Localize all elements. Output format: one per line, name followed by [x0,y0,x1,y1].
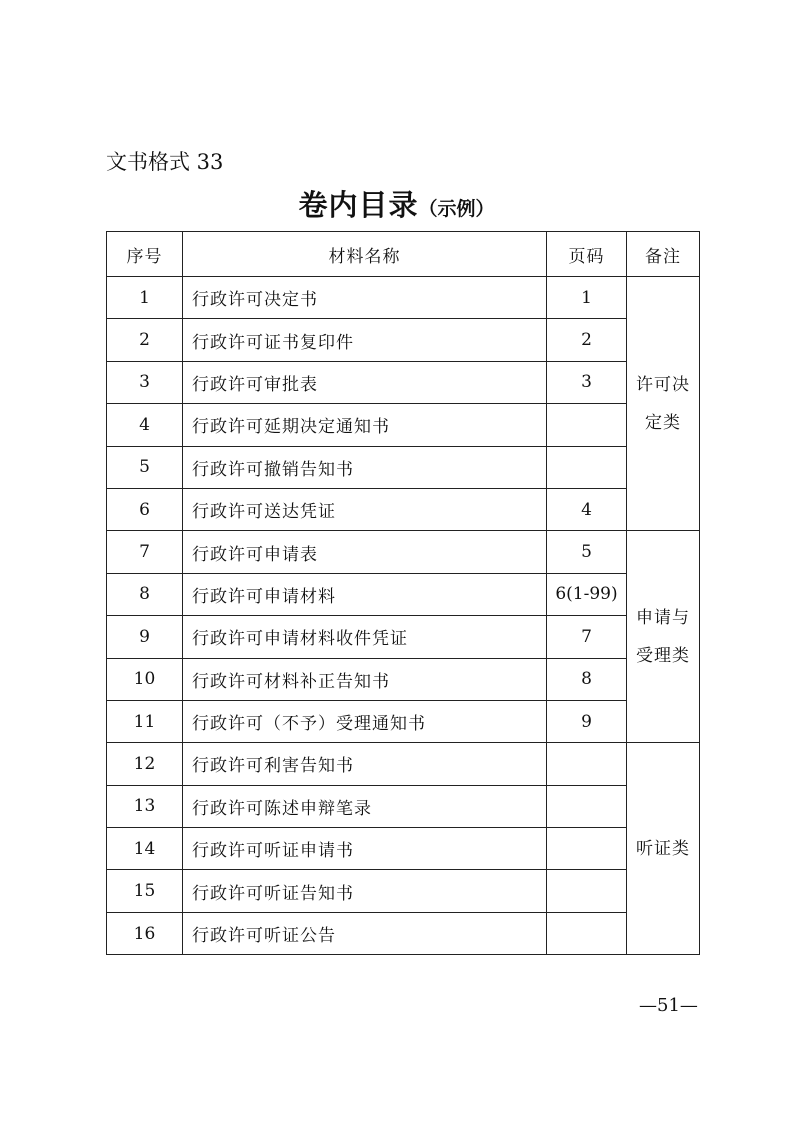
row-page: 8 [547,658,627,700]
row-seq: 12 [107,743,183,785]
header-seq: 序号 [107,232,183,277]
page-number: —51— [639,995,698,1016]
row-page [547,743,627,785]
document-title-main: 卷内目录 [298,188,419,222]
row-name: 行政许可审批表 [183,361,547,403]
row-seq: 2 [107,319,183,361]
header-note: 备注 [627,232,700,277]
row-seq: 6 [107,488,183,530]
row-name: 行政许可材料补正告知书 [183,658,547,700]
header-page: 页码 [547,232,627,277]
document-title-sub: （示例） [418,198,495,220]
table-row [107,488,700,530]
row-name: 行政许可送达凭证 [183,488,547,530]
table-row [107,870,700,912]
row-seq: 16 [107,912,183,954]
row-name: 行政许可听证申请书 [183,828,547,870]
row-name: 行政许可陈述申辩笔录 [183,785,547,827]
row-seq: 15 [107,870,183,912]
row-name: 行政许可证书复印件 [183,319,547,361]
table-row [107,700,700,742]
table-row [107,785,700,827]
table-row [107,446,700,488]
catalog-table [106,231,700,955]
table-row [107,573,700,615]
row-page: 9 [547,700,627,742]
row-page [547,828,627,870]
header-name: 材料名称 [183,232,547,277]
row-page [547,404,627,446]
table-row [107,277,700,319]
table-header-row [107,232,700,277]
row-page: 3 [547,361,627,403]
row-seq: 9 [107,616,183,658]
row-name: 行政许可听证告知书 [183,870,547,912]
row-page [547,446,627,488]
row-name: 行政许可决定书 [183,277,547,319]
group-note-hearing: 听证类 [627,743,700,955]
table-row [107,912,700,954]
row-seq: 7 [107,531,183,573]
row-page: 2 [547,319,627,361]
row-page [547,785,627,827]
row-name: 行政许可利害告知书 [183,743,547,785]
table-row [107,616,700,658]
table-row [107,658,700,700]
row-name: 行政许可（不予）受理通知书 [183,700,547,742]
row-page [547,912,627,954]
row-page [547,870,627,912]
row-seq: 8 [107,573,183,615]
row-seq: 4 [107,404,183,446]
table-row [107,319,700,361]
row-name: 行政许可申请材料收件凭证 [183,616,547,658]
row-page: 6(1-99) [547,573,627,615]
document-title [0,185,793,230]
row-seq: 1 [107,277,183,319]
row-page: 5 [547,531,627,573]
table-row [107,531,700,573]
group-note-permit-decision: 许可决定类 [627,277,700,531]
row-page: 7 [547,616,627,658]
row-seq: 11 [107,700,183,742]
format-label: 文书格式 33 [106,150,224,174]
row-seq: 14 [107,828,183,870]
row-seq: 10 [107,658,183,700]
row-seq: 13 [107,785,183,827]
row-name: 行政许可听证公告 [183,912,547,954]
table-row [107,404,700,446]
row-seq: 5 [107,446,183,488]
row-seq: 3 [107,361,183,403]
row-page: 1 [547,277,627,319]
row-name: 行政许可申请材料 [183,573,547,615]
group-note-application: 申请与受理类 [627,531,700,743]
table-row [107,361,700,403]
row-page: 4 [547,488,627,530]
table-row [107,828,700,870]
row-name: 行政许可延期决定通知书 [183,404,547,446]
row-name: 行政许可申请表 [183,531,547,573]
row-name: 行政许可撤销告知书 [183,446,547,488]
table-row [107,743,700,785]
